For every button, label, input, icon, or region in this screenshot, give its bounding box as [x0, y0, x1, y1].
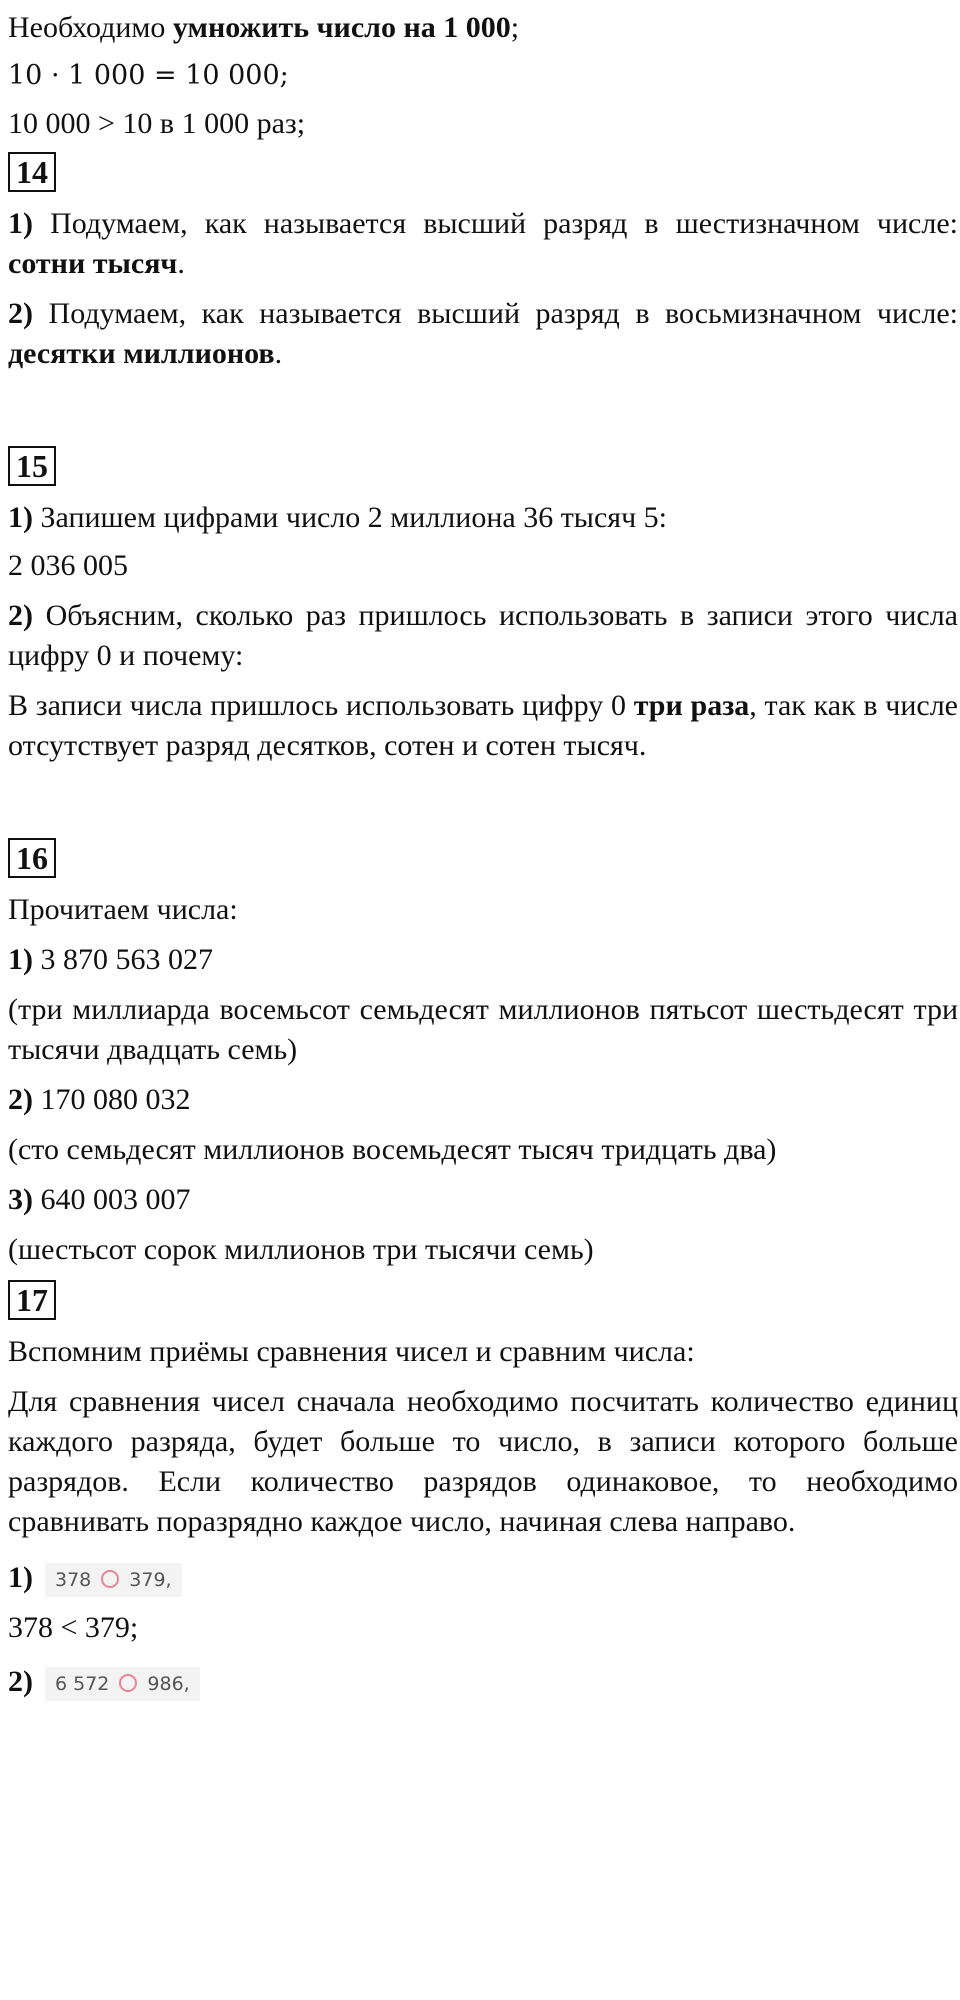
task14-item1 — [8, 204, 958, 284]
item-label: 1) — [8, 501, 33, 534]
item-text: Подумаем, как называется высший разряд в восьмизначном числе: — [33, 297, 958, 330]
right-number: 379, — [129, 1569, 172, 1592]
solution-page — [8, 6, 958, 1706]
task17-answer1: 378 < 379; — [8, 1611, 139, 1644]
equation: 10 · 1 000 = 10 000; — [8, 60, 289, 91]
item-number: 3 870 563 027 — [33, 943, 213, 976]
item-number: 170 080 032 — [33, 1083, 191, 1116]
task-number-17: 17 — [8, 1280, 56, 1320]
task16-reading3: (шестьсот сорок миллионов три тысячи семь) — [8, 1233, 594, 1266]
intro-text: Необходимо — [8, 11, 173, 44]
item-label: 2) — [8, 1083, 33, 1116]
task15-item1 — [8, 498, 958, 538]
task-number-14: 14 — [8, 152, 56, 192]
task16-item1 — [8, 940, 958, 980]
item-text: Запишем цифрами число 2 миллиона 36 тысяч 5: — [33, 501, 667, 534]
explain-text: В записи числа пришлось использовать цифру 0 — [8, 689, 634, 722]
comparison-circle-icon — [119, 1674, 137, 1692]
item-label: 2) — [8, 599, 33, 632]
task15-explanation — [8, 686, 958, 766]
task14-item2 — [8, 294, 958, 374]
explain-bold: три раза — [633, 689, 750, 722]
right-number: 986, — [147, 1673, 190, 1696]
task16-reading1: (три миллиарда восемьсот семьдесят миллионов пятьсот шестьдесят три тысячи двадцать семь) — [8, 993, 958, 1066]
item-label: 2) — [8, 1665, 33, 1698]
intro-end: ; — [510, 11, 520, 44]
comparison-image-2 — [45, 1667, 200, 1701]
item-label: 3) — [8, 1183, 33, 1216]
item-end: . — [177, 247, 185, 280]
task15-answer: 2 036 005 — [8, 549, 128, 582]
intro-line — [8, 8, 958, 48]
task-number-16: 16 — [8, 838, 56, 878]
task17-item2 — [8, 1658, 958, 1706]
item-end: . — [274, 337, 283, 370]
explain-end: , так как в числе отсутствует разряд десятков, сотен и сотен тысяч. — [8, 689, 959, 762]
item-label: 1) — [8, 207, 33, 240]
task17-item1 — [8, 1554, 958, 1602]
item-text: Подумаем, как называется высший разряд в шестизначном числе: — [33, 207, 958, 240]
task17-rule: Для сравнения чисел сначала необходимо посчитать количество единиц каждого разряда, будет больше то число, в записи которого больше разрядов. Если количество разрядов одинаковое, то необходимо сравнивать поразрядно каждое число, начиная слева направо. — [8, 1385, 958, 1538]
item-bold: сотни тысяч — [8, 247, 178, 280]
task17-intro: Вспомним приёмы сравнения чисел и сравним числа: — [8, 1335, 695, 1368]
item-number: 640 003 007 — [33, 1183, 191, 1216]
left-number: 378 — [55, 1569, 92, 1592]
comparison-image-1 — [45, 1563, 182, 1597]
task16-reading2: (сто семьдесят миллионов восемьдесят тысяч тридцать два) — [8, 1133, 777, 1166]
item-text: Объясним, сколько раз пришлось использовать в записи этого числа цифру 0 и почему: — [8, 599, 958, 672]
left-number: 6 572 — [55, 1673, 110, 1696]
comparison-circle-icon — [101, 1570, 119, 1588]
task16-item3 — [8, 1180, 958, 1220]
task16-intro: Прочитаем числа: — [8, 893, 238, 926]
task16-item2 — [8, 1080, 958, 1120]
item-label: 1) — [8, 943, 33, 976]
task-number-15: 15 — [8, 446, 56, 486]
item-label: 1) — [8, 1561, 33, 1594]
task15-item2 — [8, 596, 958, 676]
comparison: 10 000 > 10 в 1 000 раз; — [8, 107, 306, 140]
intro-bold: умножить число на 1 000 — [172, 11, 511, 44]
item-bold: десятки миллионов — [8, 337, 275, 370]
item-label: 2) — [8, 297, 33, 330]
